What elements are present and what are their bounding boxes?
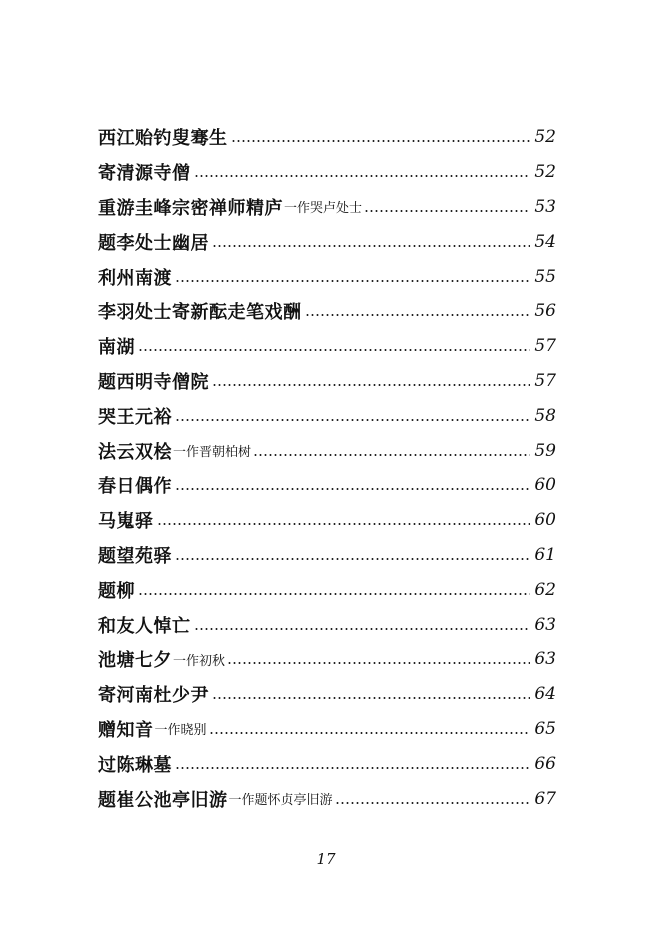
toc-entry[interactable] (98, 294, 556, 329)
toc-entry-title: 南湖 (98, 337, 135, 359)
toc-entry-page: 57 (534, 370, 556, 391)
toc-entry-title: 重游圭峰宗密禅师精庐 (98, 197, 283, 219)
dot-leader (212, 384, 530, 386)
toc-entry-page: 53 (534, 196, 556, 217)
toc-entry-title: 利州南渡 (98, 267, 172, 289)
toc-entry-page: 67 (534, 788, 556, 809)
dot-leader (212, 245, 530, 247)
toc-entry-page: 63 (534, 614, 556, 635)
toc-entry-page: 60 (534, 475, 556, 496)
table-of-contents (98, 120, 556, 816)
toc-entry-page: 54 (534, 231, 556, 252)
toc-entry-note: 一作题怀贞亭旧游 (228, 793, 333, 809)
dot-leader (138, 593, 530, 595)
dot-leader (175, 558, 530, 560)
toc-entry-title: 马嵬驿 (98, 511, 154, 533)
toc-entry[interactable] (98, 781, 556, 816)
toc-entry-title: 题柳 (98, 580, 135, 602)
toc-entry-page: 59 (534, 440, 556, 461)
toc-entry-note: 一作晓别 (154, 723, 207, 739)
toc-entry-page: 63 (534, 649, 556, 670)
dot-leader (227, 662, 530, 664)
toc-entry-page: 62 (534, 579, 556, 600)
toc-entry-page: 56 (534, 301, 556, 322)
toc-entry[interactable] (98, 433, 556, 468)
dot-leader (175, 280, 530, 282)
toc-entry[interactable] (98, 572, 556, 607)
toc-entry-page: 52 (534, 127, 556, 148)
toc-entry[interactable] (98, 120, 556, 155)
dot-leader (138, 349, 530, 351)
toc-entry[interactable] (98, 642, 556, 677)
dot-leader (364, 210, 530, 212)
toc-entry-title: 过陈琳墓 (98, 754, 172, 776)
toc-entry-page: 58 (534, 405, 556, 426)
toc-entry[interactable] (98, 677, 556, 712)
toc-entry[interactable] (98, 155, 556, 190)
toc-entry-page: 52 (534, 162, 556, 183)
toc-entry-title: 题西明寺僧院 (98, 371, 209, 393)
toc-entry[interactable] (98, 259, 556, 294)
toc-entry-title: 池塘七夕 (98, 650, 172, 672)
toc-entry-title: 李羽处士寄新酝走笔戏酬 (98, 302, 302, 324)
toc-entry-title: 题李处士幽居 (98, 232, 209, 254)
toc-entry[interactable] (98, 190, 556, 225)
toc-entry-page: 60 (534, 510, 556, 531)
dot-leader (253, 454, 530, 456)
dot-leader (212, 697, 530, 699)
toc-entry[interactable] (98, 468, 556, 503)
toc-entry-title: 哭王元裕 (98, 406, 172, 428)
toc-entry-page: 61 (534, 544, 556, 565)
toc-entry-page: 64 (534, 684, 556, 705)
toc-entry[interactable] (98, 712, 556, 747)
dot-leader (175, 488, 530, 490)
toc-entry-page: 57 (534, 336, 556, 357)
toc-entry-note: 一作哭卢处士 (284, 201, 363, 217)
dot-leader (305, 314, 531, 316)
page-number: 17 (316, 850, 336, 868)
toc-entry-page: 55 (534, 266, 556, 287)
toc-entry[interactable] (98, 364, 556, 399)
toc-entry[interactable] (98, 224, 556, 259)
dot-leader (335, 802, 530, 804)
dot-leader (194, 628, 531, 630)
toc-entry[interactable] (98, 398, 556, 433)
toc-entry-title: 题崔公池亭旧游 (98, 789, 228, 811)
toc-entry[interactable] (98, 607, 556, 642)
toc-entry-note: 一作初秋 (173, 653, 226, 669)
toc-entry[interactable] (98, 503, 556, 538)
toc-entry-title: 寄清源寺僧 (98, 163, 191, 185)
toc-entry-title: 法云双桧 (98, 441, 172, 463)
dot-leader (175, 767, 530, 769)
toc-entry-title: 题望苑驿 (98, 545, 172, 567)
toc-entry[interactable] (98, 746, 556, 781)
toc-entry-page: 65 (534, 718, 556, 739)
toc-entry-page: 66 (534, 753, 556, 774)
dot-leader (157, 523, 531, 525)
dot-leader (175, 419, 530, 421)
toc-entry[interactable] (98, 538, 556, 573)
toc-entry-title: 西江贻钓叟骞生 (98, 128, 228, 150)
toc-entry-title: 赠知音 (98, 719, 154, 741)
toc-entry-title: 寄河南杜少尹 (98, 685, 209, 707)
toc-entry-note: 一作晋朝柏树 (173, 445, 252, 461)
dot-leader (231, 140, 531, 142)
dot-leader (209, 732, 530, 734)
dot-leader (194, 175, 531, 177)
toc-entry-title: 春日偶作 (98, 476, 172, 498)
toc-entry-title: 和友人悼亡 (98, 615, 191, 637)
toc-entry[interactable] (98, 329, 556, 364)
